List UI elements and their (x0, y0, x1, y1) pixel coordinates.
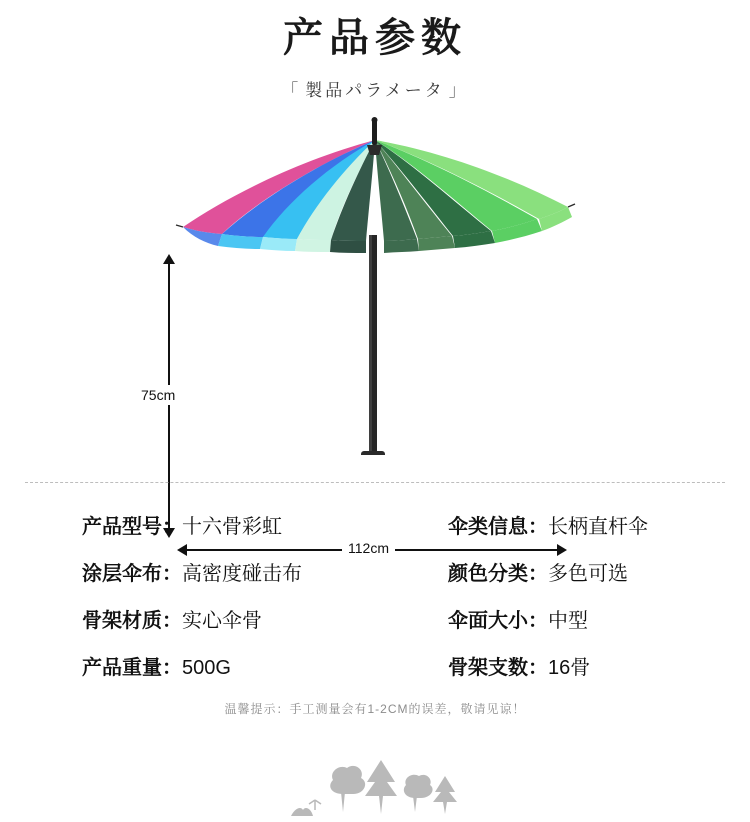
page-subtitle-text: 製品パラメータ (305, 81, 445, 100)
spec-value-weight: 500G (182, 657, 231, 679)
spec-label-canopy-size: 伞面大小： (448, 610, 548, 632)
bracket-left-icon: 「 (281, 81, 302, 100)
spec-value-canopy-size: 中型 (548, 610, 588, 632)
footer-decoration (0, 752, 750, 822)
spec-value-rib-count: 16骨 (548, 657, 591, 679)
spec-label-color: 颜色分类： (448, 563, 548, 585)
spec-value-umbrella-type: 长柄直杆伞 (548, 516, 648, 538)
spec-row-color (370, 557, 750, 586)
spec-row-rib-count (370, 651, 750, 680)
spec-label-frame-material: 骨架材质： (82, 610, 182, 632)
measurement-note: 温馨提示：手工测量会有1-2CM的误差，敬请见谅！ (224, 702, 526, 716)
page-title: 产品参数 (283, 15, 467, 60)
spec-label-weight: 产品重量： (82, 657, 182, 679)
spec-row-model (0, 510, 370, 539)
spec-row-frame-material (0, 604, 370, 633)
spec-label-fabric: 涂层伞布： (82, 563, 182, 585)
spec-value-color: 多色可选 (548, 563, 628, 585)
spec-row-weight (0, 651, 370, 680)
spec-value-model: 十六骨彩虹 (182, 516, 282, 538)
spec-row-canopy-size (370, 604, 750, 633)
bracket-right-icon: 」 (448, 81, 469, 100)
spec-value-frame-material: 实心伞骨 (182, 610, 262, 632)
spec-row-umbrella-type (370, 510, 750, 539)
page-header (0, 0, 750, 101)
spec-value-fabric: 高密度碰击布 (182, 563, 302, 585)
umbrella-image (0, 115, 750, 455)
spec-table (0, 510, 750, 680)
section-divider (25, 482, 725, 483)
tree-silhouette-icon (255, 752, 495, 822)
spec-row-fabric (0, 557, 370, 586)
page-subtitle (0, 76, 750, 101)
spec-label-model: 产品型号： (82, 516, 182, 538)
width-dimension-label: 112cm (342, 540, 395, 556)
height-dimension-label: 75cm (138, 385, 178, 405)
spec-label-umbrella-type: 伞类信息： (448, 516, 548, 538)
spec-label-rib-count: 骨架支数： (448, 657, 548, 679)
